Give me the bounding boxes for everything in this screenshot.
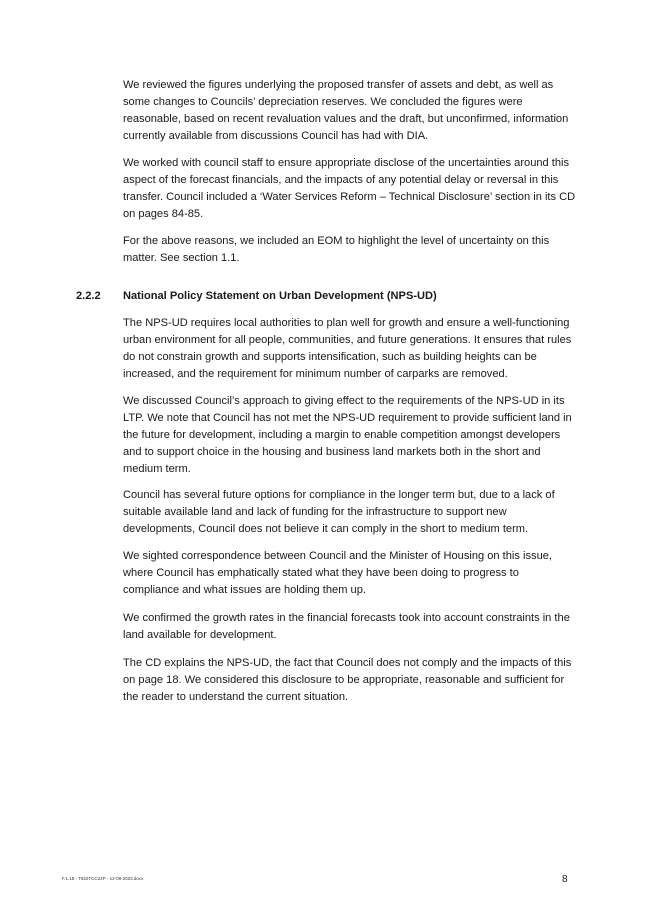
paragraph-future-options: Council has several future options for compliance in the longer term but, due to a lack of suitable available land and lack of funding for the infrastructure to support new developments, Council does not believe it can comply in the short to medium term.: [123, 489, 555, 536]
paragraph-council-approach: We discussed Council’s approach to giving effect to the requirements of the NPS-UD in its LTP. We note that Council has not met the NPS-UD requirement to provide sufficient land in the future for development, including a margin to enable competition amongst developers and to support choice in the housing and business land markets both in the short and medium term.: [123, 395, 572, 476]
section-number: 2.2.2: [76, 290, 101, 302]
paragraph-correspondence: We sighted correspondence between Council and the Minister of Housing on this issue, where Council has emphatically stated what they have been doing to progress to compliance and what issues are holding them up.: [123, 550, 552, 597]
paragraph-nps-ud-requirements: The NPS-UD requires local authorities to plan well for growth and ensure a well-functioning urban environment for all people, communities, and future generations. It ensures that rules do not constrain growth and supports intensification, such as building heights can be increased, and the requirement for minimum number of carparks are removed.: [123, 317, 572, 381]
section-title: National Policy Statement on Urban Development (NPS-UD): [123, 290, 437, 302]
paragraph-growth-rates: We confirmed the growth rates in the financial forecasts took into account constraints in the land available for development.: [123, 612, 570, 642]
paragraph-transfer-figures: We reviewed the figures underlying the proposed transfer of assets and debt, as well as some changes to Councils’ depreciation reserves. We concluded the figures were reasonable, based on recent revaluation values and the draft, but unconfirmed, information currently available from discussions Council has had with DIA.: [123, 79, 569, 143]
page-number: 8: [562, 874, 568, 885]
paragraph-eom: For the above reasons, we included an EOM to highlight the level of uncertainty on this matter. See section 1.1.: [123, 235, 550, 265]
paragraph-cd-explanation: The CD explains the NPS-UD, the fact that Council does not comply and the impacts of this on page 18. We considered this disclosure to be appropriate, reasonable and sufficient for the reader to understand the current situation.: [123, 657, 572, 704]
paragraph-uncertainty-disclosure: We worked with council staff to ensure appropriate disclose of the uncertainties around this aspect of the forecast financials, and the impacts of any potential delay or reversal in this transfer. Council included a ‘Water Services Reform – Technical Disclosure’ section in its CD on pages 84-85.: [123, 157, 576, 221]
footer-doc-reference: F.1.18 - T922TCC24P - 12-09-2023.docx: [62, 876, 144, 881]
